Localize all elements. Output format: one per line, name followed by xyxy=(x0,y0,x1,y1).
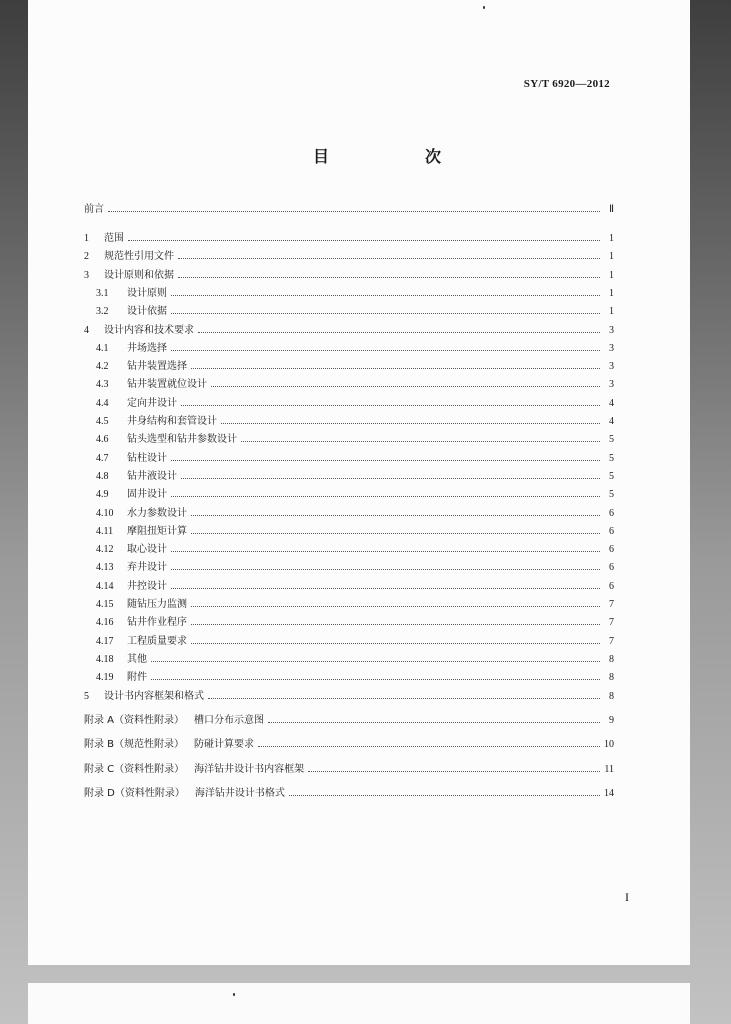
dot-leader xyxy=(181,477,600,479)
toc-entry-label: 井控设计 xyxy=(127,580,167,592)
toc-entry-number: 5 xyxy=(84,690,89,702)
scan-speck xyxy=(233,993,235,996)
toc-entry-label: 钻井液设计 xyxy=(127,470,177,482)
toc-entry[interactable] xyxy=(84,200,614,218)
toc-entry-label: 规范性引用文件 xyxy=(104,251,174,263)
toc-entry-label: 设计书内容框架和格式 xyxy=(104,690,204,702)
toc-appendix-tag: 附录 C（资料性附录） xyxy=(84,763,185,775)
toc-appendix-entry[interactable] xyxy=(84,760,614,778)
toc-entry-label: 前言 xyxy=(84,204,104,215)
toc-entry[interactable] xyxy=(84,430,614,448)
toc-entry-label: 海洋钻井设计书内容框架 xyxy=(194,763,305,775)
toc-entry-label: 设计原则和依据 xyxy=(104,269,174,281)
toc-entry-label: 范围 xyxy=(104,233,124,244)
toc-entry-number: 4.3 xyxy=(96,379,109,391)
toc-entry-label: 设计依据 xyxy=(127,306,167,318)
toc-entry-number: 3.1 xyxy=(96,287,109,299)
toc-entry-label: 设计原则 xyxy=(127,287,167,299)
toc-entry-page: 14 xyxy=(604,788,614,800)
toc-entry-label: 附件 xyxy=(127,672,147,684)
dot-leader xyxy=(208,697,600,699)
toc-entry-label: 取心设计 xyxy=(127,544,167,556)
toc-entry-number: 4.6 xyxy=(96,434,109,446)
dot-leader xyxy=(191,532,600,534)
toc-entry[interactable] xyxy=(84,485,614,503)
dot-leader xyxy=(308,770,600,772)
toc-entry-label: 其他 xyxy=(127,653,147,665)
toc-entry-number: 4.5 xyxy=(96,416,109,427)
toc-entry-number: 1 xyxy=(84,233,89,244)
toc-entry-page: 6 xyxy=(609,562,614,574)
toc-appendix-entry[interactable] xyxy=(84,784,614,802)
toc-entry[interactable] xyxy=(84,412,614,430)
toc-entry-page: 4 xyxy=(609,416,614,427)
toc-entry[interactable] xyxy=(84,229,614,247)
toc-entry-number: 4.14 xyxy=(96,580,114,592)
toc-entry-page: 3 xyxy=(609,379,614,391)
toc-appendix-entry[interactable] xyxy=(84,711,614,729)
toc-entry-number: 4.4 xyxy=(96,397,109,409)
toc-entry-number: 4.16 xyxy=(96,617,114,629)
toc-entry-page: 8 xyxy=(609,672,614,684)
toc-entry-page: 1 xyxy=(609,251,614,263)
toc-entry-page: 11 xyxy=(604,763,614,775)
toc-entry[interactable] xyxy=(84,266,614,284)
toc-entry[interactable] xyxy=(84,449,614,467)
toc-entry-page: 5 xyxy=(609,489,614,501)
toc-entry-page: 1 xyxy=(609,306,614,318)
toc-entry-number: 3.2 xyxy=(96,306,109,318)
dot-leader xyxy=(171,312,600,314)
dot-leader xyxy=(151,678,600,680)
next-page-edge xyxy=(28,983,690,1024)
standard-code: SY/T 6920—2012 xyxy=(523,78,610,90)
toc-entry-label: 定向井设计 xyxy=(127,397,177,409)
toc-entry-page: 6 xyxy=(609,507,614,519)
toc-entry[interactable] xyxy=(84,595,614,613)
toc-entry-label: 固井设计 xyxy=(127,489,167,501)
toc-entry-number: 4 xyxy=(84,324,89,336)
toc-appendix-tag: 附录 D（资料性附录） xyxy=(84,788,185,800)
toc-entry[interactable] xyxy=(84,522,614,540)
toc-entry-number: 4.13 xyxy=(96,562,114,574)
toc-title: 目 次 xyxy=(313,147,482,166)
toc-entry[interactable] xyxy=(84,613,614,631)
toc-entry-page: 6 xyxy=(609,580,614,592)
toc-entry[interactable] xyxy=(84,302,614,320)
toc-entry[interactable] xyxy=(84,668,614,686)
toc-entry[interactable] xyxy=(84,394,614,412)
dot-leader xyxy=(151,660,600,662)
toc-entry-number: 4.9 xyxy=(96,489,109,501)
toc-entry-page: 8 xyxy=(609,653,614,665)
toc-entry-page: 4 xyxy=(609,397,614,409)
toc-entry-label: 防碰计算要求 xyxy=(194,739,255,751)
toc-entry-number: 4.7 xyxy=(96,452,109,464)
toc-entry[interactable] xyxy=(84,357,614,375)
dot-leader xyxy=(181,404,600,406)
dot-leader xyxy=(171,459,600,461)
dot-leader xyxy=(289,794,600,796)
toc-entry-label: 井场选择 xyxy=(127,342,167,354)
dot-leader xyxy=(171,550,600,552)
toc-entry-number: 4.10 xyxy=(96,507,114,519)
dot-leader xyxy=(128,239,600,241)
toc-entry-page: 1 xyxy=(609,233,614,244)
toc-entry-page: 1 xyxy=(609,287,614,299)
toc-entry-number: 4.12 xyxy=(96,544,114,556)
scan-speck xyxy=(483,6,485,9)
dot-leader xyxy=(241,440,600,442)
toc-entry-page: 6 xyxy=(609,525,614,537)
toc-entry-page: 3 xyxy=(609,342,614,354)
toc-entry-label: 井身结构和套管设计 xyxy=(127,416,217,427)
dot-leader xyxy=(171,294,600,296)
toc-entry[interactable] xyxy=(84,284,614,302)
toc-entry[interactable] xyxy=(84,650,614,668)
toc-entry-label: 工程质量要求 xyxy=(127,635,187,647)
dot-leader xyxy=(191,514,600,516)
dot-leader xyxy=(211,385,600,387)
toc-entry-label: 摩阻扭矩计算 xyxy=(127,525,187,537)
toc-entry-page: 5 xyxy=(609,470,614,482)
toc-entry-page: 5 xyxy=(609,452,614,464)
toc-entry-number: 4.11 xyxy=(96,525,114,537)
toc-entry-label: 设计内容和技术要求 xyxy=(104,324,194,336)
toc-appendix-tag: 附录 A（资料性附录） xyxy=(84,714,185,726)
toc-entry[interactable] xyxy=(84,467,614,485)
toc-entry[interactable] xyxy=(84,504,614,522)
dot-leader xyxy=(221,422,600,424)
toc-entry-page: 7 xyxy=(609,617,614,629)
page-folio: I xyxy=(625,890,629,904)
dot-leader xyxy=(171,349,600,351)
toc-entry-page: 9 xyxy=(609,714,614,726)
toc-entry[interactable] xyxy=(84,321,614,339)
dot-leader xyxy=(191,642,600,644)
dot-leader xyxy=(171,495,600,497)
toc-entry-label: 随钻压力监测 xyxy=(127,599,187,610)
dot-leader xyxy=(268,721,600,723)
toc-entry-number: 4.15 xyxy=(96,599,114,610)
dot-leader xyxy=(178,276,600,278)
toc-entry-page: 10 xyxy=(604,739,614,751)
toc-entry-number: 4.2 xyxy=(96,361,109,373)
toc-entry-page: 7 xyxy=(609,599,614,610)
toc-entry[interactable] xyxy=(84,339,614,357)
toc-entry-label: 钻井装置就位设计 xyxy=(127,379,207,391)
toc-entry-label: 钻井作业程序 xyxy=(127,617,187,629)
toc-appendix-tag: 附录 B（规范性附录） xyxy=(84,739,185,751)
toc-entry[interactable] xyxy=(84,577,614,595)
toc-entry-label: 海洋钻井设计书格式 xyxy=(194,788,285,800)
dot-leader xyxy=(191,367,600,369)
toc-entry-page: 6 xyxy=(609,544,614,556)
toc-entry-number: 2 xyxy=(84,251,89,263)
toc-entry-label: 槽口分布示意图 xyxy=(194,714,265,726)
dot-leader xyxy=(108,210,600,212)
toc-entry[interactable] xyxy=(84,558,614,576)
toc-entry[interactable] xyxy=(84,687,614,705)
dot-leader xyxy=(178,257,600,259)
toc-appendix-entry[interactable] xyxy=(84,735,614,753)
toc-entry-page: 3 xyxy=(609,324,614,336)
toc-entry-page: 5 xyxy=(609,434,614,446)
toc-entry-number: 4.1 xyxy=(96,342,109,354)
toc-entry-number: 4.8 xyxy=(96,470,109,482)
dot-leader xyxy=(258,745,600,747)
dot-leader xyxy=(198,331,600,333)
toc-entry-label: 钻头选型和钻井参数设计 xyxy=(127,434,237,446)
toc-entry-page: 3 xyxy=(609,361,614,373)
dot-leader xyxy=(171,587,600,589)
toc-entry-label: 钻柱设计 xyxy=(127,452,167,464)
toc-entry[interactable] xyxy=(84,540,614,558)
toc-entry[interactable] xyxy=(84,632,614,650)
toc-entry-label: 水力参数设计 xyxy=(127,507,187,519)
toc-entry[interactable] xyxy=(84,375,614,393)
toc-entry-label: 钻井装置选择 xyxy=(127,361,187,373)
toc-entry-number: 4.18 xyxy=(96,653,114,665)
dot-leader xyxy=(191,605,600,607)
toc-entry-page: 7 xyxy=(609,635,614,647)
toc-entry-number: 3 xyxy=(84,269,89,281)
toc-entry-page: Ⅱ xyxy=(609,204,614,215)
toc-entry-number: 4.17 xyxy=(96,635,114,647)
dot-leader xyxy=(171,568,600,570)
toc-entry-page: 8 xyxy=(609,690,614,702)
toc-entry[interactable] xyxy=(84,247,614,265)
dot-leader xyxy=(191,623,600,625)
toc-entry-page: 1 xyxy=(609,269,614,281)
toc-entry-number: 4.19 xyxy=(96,672,114,684)
toc-entry-label: 弃井设计 xyxy=(127,562,167,574)
document-page xyxy=(28,0,690,965)
